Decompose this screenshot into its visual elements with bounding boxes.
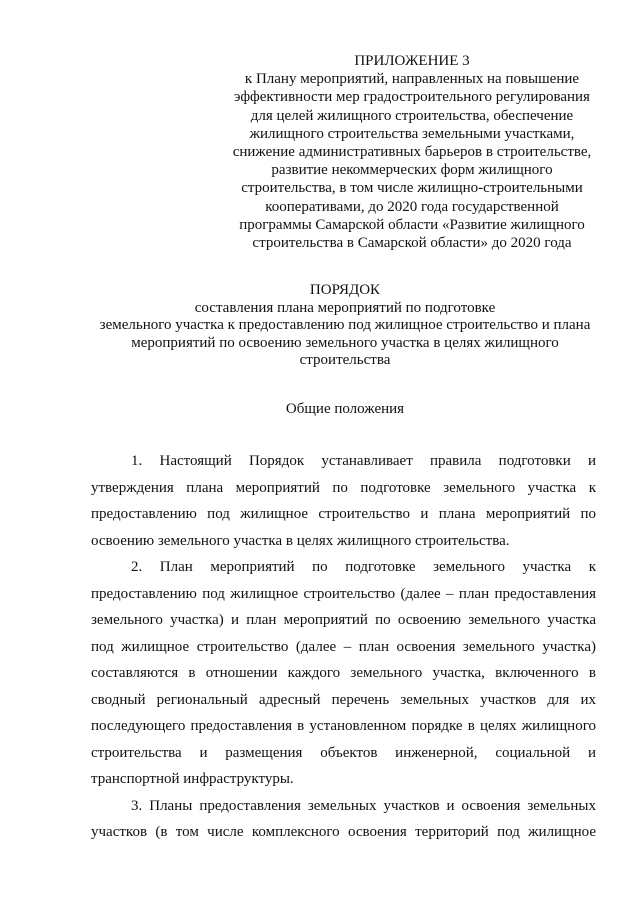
document-title-line: составления плана мероприятий по подготовке bbox=[194, 299, 496, 316]
appendix-line: жилищного строительства земельными участками, bbox=[249, 125, 575, 142]
document-heading: ПОРЯДОК bbox=[309, 282, 381, 298]
appendix-line: программы Самарской области «Развитие жилищного bbox=[239, 216, 585, 233]
paragraph-1-line: освоению земельного участка в целях жилищного строительства. bbox=[91, 532, 510, 549]
appendix-title: ПРИЛОЖЕНИЕ 3 bbox=[354, 53, 470, 69]
appendix-line: строительства в Самарской области» до 2020 года bbox=[252, 235, 572, 252]
appendix-line: эффективности мер градостроительного регулирования bbox=[234, 89, 590, 106]
appendix-line: строительства, в том числе жилищно-строительными bbox=[241, 180, 583, 197]
paragraph-2-line: предоставлению под жилищное строительство (далее – план предоставления bbox=[91, 585, 596, 602]
appendix-line: кооперативами, до 2020 года государственной bbox=[265, 198, 559, 215]
appendix-header bbox=[222, 52, 602, 252]
paragraph-1-line: предоставлению под жилищное строительство и плана мероприятий по bbox=[91, 506, 596, 522]
appendix-line: развитие некоммерческих форм жилищного bbox=[271, 162, 553, 179]
document-title bbox=[80, 282, 610, 370]
paragraph-2-line: транспортной инфраструктуры. bbox=[91, 771, 294, 787]
paragraph-3-line: 3. Планы предоставления земельных участков и освоения земельных bbox=[131, 797, 596, 814]
paragraph-2-line: составляются в отношении каждого земельного участка, включенного в bbox=[91, 665, 596, 681]
document-title-line: строительства bbox=[299, 352, 391, 368]
section-title: Общие положения bbox=[285, 401, 405, 417]
document-title-line: мероприятий по освоению земельного участка в целях жилищного bbox=[131, 334, 559, 351]
appendix-line: для целей жилищного строительства, обеспечение bbox=[250, 107, 574, 124]
body-text bbox=[91, 448, 596, 846]
paragraph-2-line: сводный региональный адресный перечень земельных участков для их bbox=[91, 691, 596, 708]
appendix-line: к Плану мероприятий, направленных на повышение bbox=[244, 71, 580, 88]
paragraph-3-line: участков (в том числе комплексного освоения территорий под жилищное bbox=[91, 824, 596, 840]
paragraph-1-line: утверждения плана мероприятий по подготовке земельного участка к bbox=[91, 479, 596, 496]
appendix-line: снижение административных барьеров в строительстве, bbox=[232, 144, 592, 161]
paragraph-2-line: последующего предоставления в установленном порядке в целях жилищного bbox=[91, 718, 596, 734]
document-title-line: земельного участка к предоставлению под жилищное строительство и плана bbox=[99, 317, 591, 333]
paragraph-1-line: 1. Настоящий Порядок устанавливает правила подготовки и bbox=[131, 453, 596, 469]
paragraph-2-line: под жилищное строительство (далее – план освоения земельного участка) bbox=[91, 638, 596, 655]
paragraph-2-line: земельного участка) и план мероприятий по освоению земельного участка bbox=[91, 612, 596, 628]
paragraph-2-line: 2. План мероприятий по подготовке земельного участка к bbox=[131, 559, 596, 575]
paragraph-2-line: строительства и размещения объектов инженерной, социальной и bbox=[91, 744, 596, 761]
